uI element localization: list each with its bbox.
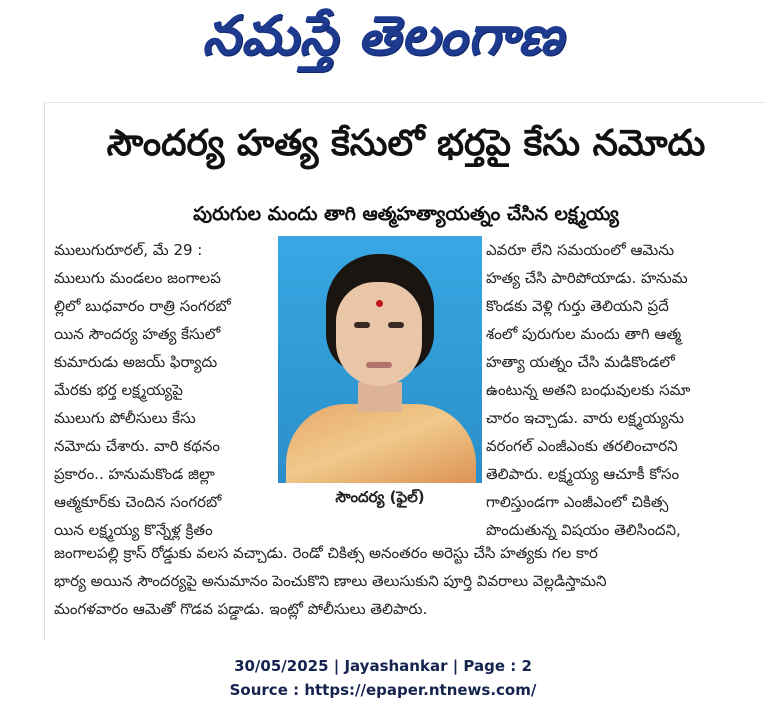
article-line: ఎవరూ లేని సమయంలో ఆమెను (486, 241, 675, 259)
article-line: చారం ఇచ్చాడు. వారు లక్ష్మయ్యను (486, 409, 684, 427)
news-clipping (44, 102, 766, 641)
article-column-right (486, 236, 764, 544)
article-line: యిన లక్ష్మయ్య కొన్నేళ్ల క్రితం (54, 521, 213, 539)
footer-date-page: 30/05/2025 | Jayashankar | Page : 2 (234, 657, 532, 675)
footer-source-link[interactable]: Source : https://epaper.ntnews.com/ (229, 681, 537, 699)
article-line: మంగళవారం ఆమెతో గొడవ పడ్డాడు. ఇంట్లో పోలీసులు తెలిపారు. (54, 600, 428, 618)
article-line: గాలిస్తుండగా ఎంజీఎంలో చికిత్స (486, 493, 669, 511)
photo-eye-right (388, 322, 404, 328)
article-line: శంలో పురుగుల మందు తాగి ఆత్మ (486, 325, 682, 343)
photo-caption: సౌందర్య (ఫైల్) (335, 488, 425, 506)
article-line: ములుగు పోలీసులు కేసు (54, 409, 196, 427)
masthead-logo (0, 4, 766, 80)
article-line: యిన సౌందర్య హత్య కేసులో (54, 325, 221, 343)
article-column-left (54, 236, 314, 544)
article-line: హత్య చేసి పారిపోయాడు. హనుమ (486, 269, 688, 287)
article-line: హత్యా యత్నం చేసి మడికొండలో (486, 353, 675, 371)
article-line: ఉంటున్న అతని బంధువులకు సమా (486, 381, 691, 399)
photo-bindi (376, 300, 383, 307)
article-line: భార్య అయిన సౌందర్యపై అనుమానం పెంచుకొని ణాలు తెలుసుకుని పూర్తి వివరాలు వెల్లడిస్తామని (54, 572, 607, 590)
article-line: జంగాలపల్లి క్రాస్ రోడ్డుకు వలస వచ్చాడు. రెండో చికిత్స అనంతరం అరెస్టు చేసి హత్యకు గల కార (54, 544, 598, 562)
article-line: కొండకు వెళ్లి గుర్తు తెలియని ప్రదే (486, 297, 669, 315)
article-line: పొందుతున్న విషయం తెలిసిందని, (486, 521, 681, 539)
newspaper-title: నమస్తే తెలంగాణ (202, 3, 564, 67)
article-line: నమోదు చేశారు. వారి కథనం (54, 437, 220, 455)
article-line: వరంగల్ ఎంజీఎంకు తరలించారని (486, 437, 678, 455)
article-subhead: పురుగుల మందు తాగి ఆత్మహత్యాయత్నం చేసిన లక్ష్మయ్య (193, 203, 619, 225)
source-footer (0, 654, 766, 702)
article-line: ప్రకారం.. హనుమకొండ జిల్లా (54, 465, 215, 483)
photo-face (336, 282, 422, 386)
article-line: ల్లిలో బుధవారం రాత్రి సంగరబో (54, 297, 231, 315)
portrait-photo (278, 236, 482, 483)
article-bottom-text (54, 539, 764, 623)
photo-eye-left (354, 322, 370, 328)
article-line: కుమారుడు అజయ్ ఫిర్యాదు (54, 353, 218, 371)
article-line: ములుగు మండలం జంగాలప (54, 269, 221, 287)
article-line: తెలిపారు. లక్ష్మయ్య ఆచూకీ కోసం (486, 465, 680, 483)
article-headline: సౌందర్య హత్య కేసులో భర్తపై కేసు నమోదు (106, 123, 706, 164)
article-line: ఆత్మకూర్‌కు చెందిన సంగరబో (54, 493, 222, 511)
photo-saree (286, 404, 476, 483)
article-line: మేరకు భర్త లక్ష్మయ్యపై (54, 381, 183, 399)
photo-mouth (366, 362, 392, 368)
photo-neck (358, 382, 402, 412)
article-line: ములుగురూరల్, మే 29 : (54, 241, 203, 259)
